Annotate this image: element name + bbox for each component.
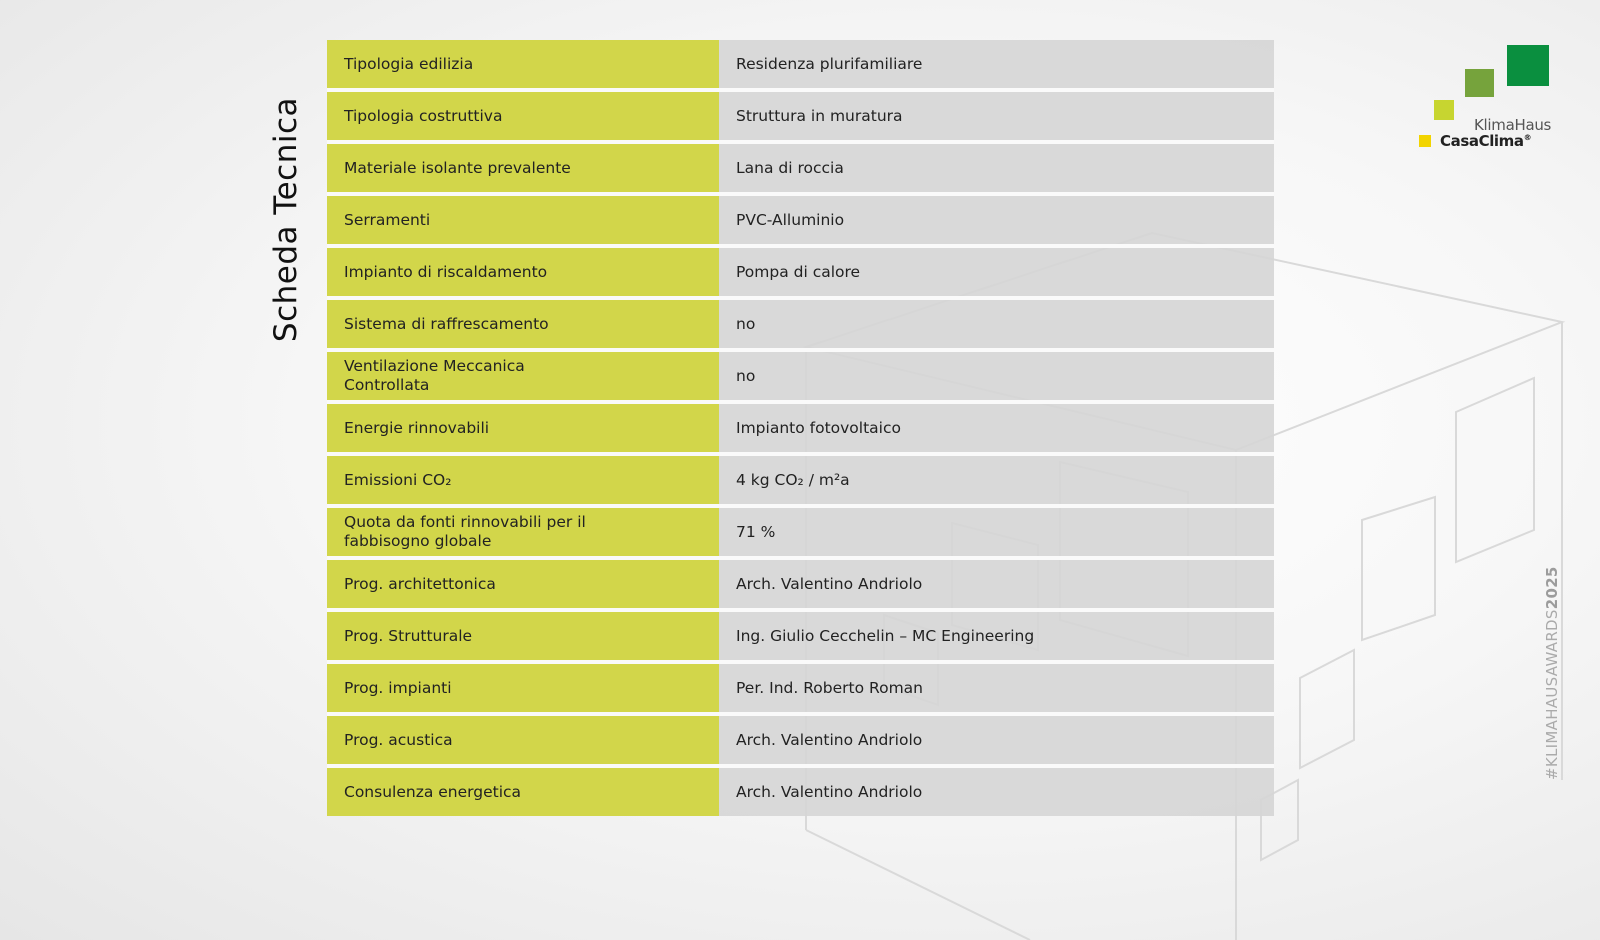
logo-square-dark-green xyxy=(1507,45,1549,86)
row-label-text: Prog. impianti xyxy=(344,678,452,697)
row-value: no xyxy=(719,350,1274,402)
row-value: 71 % xyxy=(719,506,1274,558)
row-label xyxy=(327,90,719,142)
logo-text-casaclima: CasaClima® xyxy=(1440,132,1532,150)
row-label-text: Energie rinnovabili xyxy=(344,418,490,437)
table-row xyxy=(327,662,1274,714)
table-row xyxy=(327,298,1274,350)
row-label-text: Sistema di raffrescamento xyxy=(344,314,549,333)
row-label xyxy=(327,454,719,506)
row-label-text: Ventilazione Meccanica Controllata xyxy=(344,357,525,394)
row-label-text: Tipologia costruttiva xyxy=(344,106,503,125)
row-value: Arch. Valentino Andriolo xyxy=(719,714,1274,766)
row-value: Struttura in muratura xyxy=(719,90,1274,142)
row-label xyxy=(327,350,719,402)
row-value: Pompa di calore xyxy=(719,246,1274,298)
row-value: Residenza plurifamiliare xyxy=(719,40,1274,90)
row-value: Arch. Valentino Andriolo xyxy=(719,558,1274,610)
table-row xyxy=(327,194,1274,246)
table-row xyxy=(327,90,1274,142)
klimahaus-logo xyxy=(1410,40,1560,155)
row-value: Impianto fotovoltaico xyxy=(719,402,1274,454)
row-label xyxy=(327,194,719,246)
row-label xyxy=(327,142,719,194)
logo-square-lime xyxy=(1434,100,1454,120)
row-value: Per. Ind. Roberto Roman xyxy=(719,662,1274,714)
table-row xyxy=(327,40,1274,90)
row-label xyxy=(327,714,719,766)
logo-text-klimahaus: KlimaHaus xyxy=(1474,116,1552,134)
table-row xyxy=(327,246,1274,298)
table-row xyxy=(327,506,1274,558)
logo-square-mid-green xyxy=(1465,69,1494,97)
row-label-text: Materiale isolante prevalente xyxy=(344,158,571,177)
row-value: no xyxy=(719,298,1274,350)
row-label-text: Prog. Strutturale xyxy=(344,626,473,645)
row-label-text: Consulenza energetica xyxy=(344,782,522,801)
row-label xyxy=(327,766,719,816)
page-title: Scheda Tecnica xyxy=(268,97,304,343)
row-label-text: Prog. architettonica xyxy=(344,574,496,593)
table-row xyxy=(327,142,1274,194)
row-label-text: Impianto di riscaldamento xyxy=(344,262,548,281)
row-value: 4 kg CO₂ / m²a xyxy=(719,454,1274,506)
row-label xyxy=(327,40,719,90)
row-label xyxy=(327,662,719,714)
awards-hashtag: #KLIMAHAUSAWARDS2025 xyxy=(1543,566,1561,780)
row-value: PVC-Alluminio xyxy=(719,194,1274,246)
row-label xyxy=(327,506,719,558)
table-row xyxy=(327,766,1274,816)
table-row xyxy=(327,454,1274,506)
logo-square-yellow xyxy=(1419,135,1431,147)
row-label-text: Quota da fonti rinnovabili per il fabbisogno globale xyxy=(344,513,586,550)
table-row xyxy=(327,610,1274,662)
row-label-text: Tipologia edilizia xyxy=(344,54,474,73)
table-row xyxy=(327,402,1274,454)
table-row xyxy=(327,558,1274,610)
row-label xyxy=(327,246,719,298)
row-label xyxy=(327,402,719,454)
row-value: Lana di roccia xyxy=(719,142,1274,194)
row-value: Ing. Giulio Cecchelin – MC Engineering xyxy=(719,610,1274,662)
row-label-text: Prog. acustica xyxy=(344,730,453,749)
row-value: Arch. Valentino Andriolo xyxy=(719,766,1274,816)
row-label xyxy=(327,558,719,610)
row-label xyxy=(327,298,719,350)
row-label-text: Serramenti xyxy=(344,210,431,229)
row-label-text: Emissioni CO₂ xyxy=(344,470,452,489)
technical-sheet-table xyxy=(327,40,1274,816)
table-row xyxy=(327,350,1274,402)
table-row xyxy=(327,714,1274,766)
row-label xyxy=(327,610,719,662)
